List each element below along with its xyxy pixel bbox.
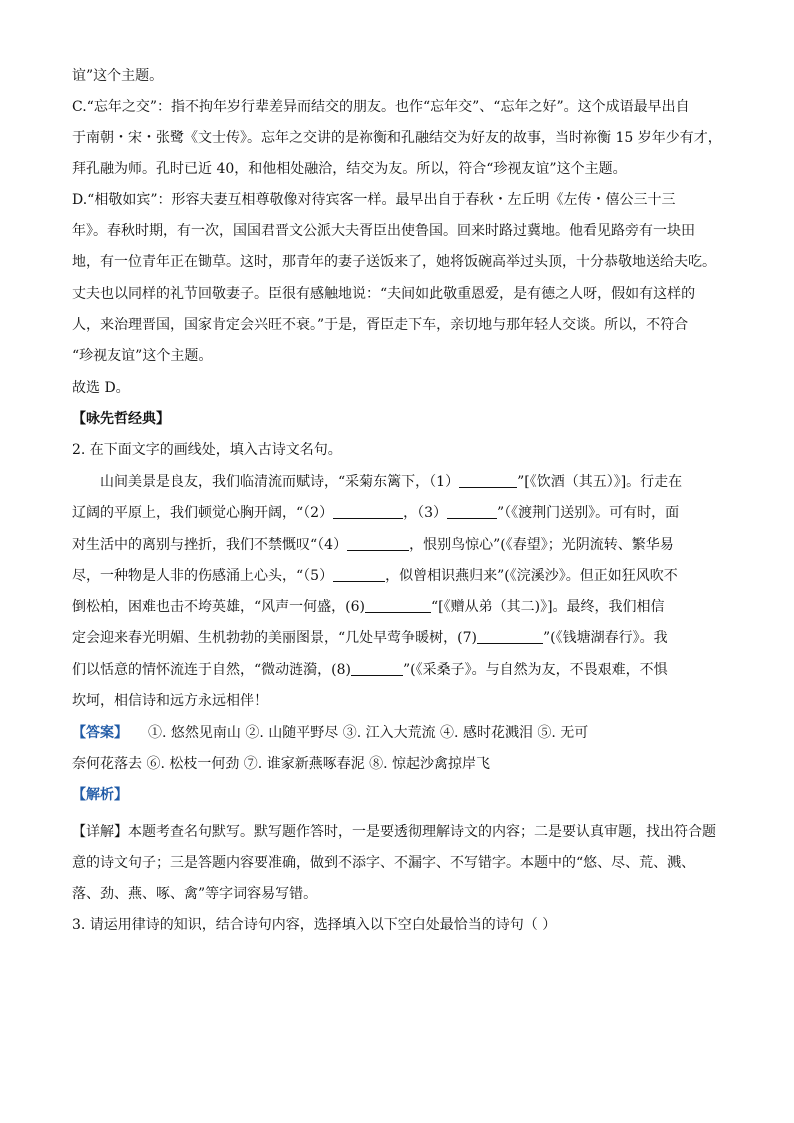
- fill-blank[interactable]: [365, 598, 431, 613]
- question-3-stem: 3. 请运用律诗的知识，结合诗句内容，选择填入以下空白处最恰当的诗句（ ）: [72, 917, 557, 933]
- answers-text: ①. 悠然见南山 ②. 山随平野尽 ③. 江入大荒流 ④. 感时花溅泪 ⑤. 无可: [148, 725, 589, 741]
- passage-line: 辽阔的平原上，我们顿觉心胸开阔，“（2） ，（3） ”（《渡荆门送别》。可有时，面: [72, 505, 680, 521]
- passage-line: 定会迎来春光明媚、生机勃勃的美丽图景，“几处早莺争暖树，(7) ”(《钱塘湖春行》。我: [72, 630, 668, 646]
- conclusion-text: 故选 D。: [72, 380, 130, 396]
- option-d-line: D.“相敬如宾”：形容夫妻互相尊敬像对待宾客一样。最早出自于春秋・左丘明《左传・僖公三十三: [72, 192, 676, 208]
- fill-blank[interactable]: [459, 473, 517, 488]
- passage-line: 尽，一种物是人非的伤感涌上心头，“（5） ，似曾相识燕归来”(《浣溪沙》。但正如狂风吹不: [72, 568, 678, 584]
- option-c-line: 拜孔融为师。孔时已近 40，和他相处融洽，结交为友。所以，符合“珍视友谊”这个主题。: [72, 161, 627, 177]
- fill-blank[interactable]: [447, 504, 497, 519]
- detail-line: 意的诗文句子；三是答题内容要准确，做到不添字、不漏字、不写错字。本题中的“悠、尽、荒、溅、: [72, 855, 696, 871]
- fill-blank[interactable]: [333, 567, 385, 582]
- analysis-label: 【解析】: [72, 787, 128, 803]
- fill-blank[interactable]: [347, 536, 409, 551]
- option-d-line: 丈夫也以同样的礼节回敬妻子。臣很有感触地说：“夫间如此敬重恩爱，是有德之人呀，假如有这样的: [72, 286, 696, 302]
- option-d-line: 年》。春秋时期，有一次，国国君晋文公派大夫胥臣出使鲁国。回来时路过冀地。他看见路旁有一块田: [72, 223, 695, 239]
- fill-blank[interactable]: [333, 504, 403, 519]
- option-d-line: “珍视友谊”这个主题。: [72, 348, 213, 364]
- option-c-line: 于南朝・宋・张鹭《文士传》。忘年之交讲的是祢衡和孔融结交为好友的故事，当时祢衡 15 岁年少有才，: [72, 130, 722, 146]
- section-title: 【咏先哲经典】: [72, 411, 170, 427]
- answers-text: 奈何花落去 ⑥. 松枝一何劲 ⑦. 谁家新燕啄春泥 ⑧. 惊起沙禽掠岸飞: [72, 756, 491, 772]
- passage-line: 对生活中的离别与挫折，我们不禁慨叹“（4） ，恨别鸟惊心”(《春望》；光阴流转、繁华易: [72, 537, 674, 553]
- option-d-line: 人，来治理晋国，国家肯定会兴旺不衰。”于是，胥臣走下车，亲切地与那年轻人交谈。所以，不符合: [72, 317, 689, 333]
- passage-line: 们以恬意的情怀流连于自然，“微动涟漪，(8) ”(《采桑子》。与自然为友，不畏艰难，不惧: [72, 662, 668, 678]
- fill-blank[interactable]: [351, 661, 403, 676]
- prev-tail-text: 谊”这个主题。: [72, 68, 164, 84]
- answer-line: [72, 723, 588, 743]
- answer-label: 【答案】: [72, 725, 128, 741]
- option-d-line: 地，有一位青年正在锄草。这时，那青年的妻子送饭来了，她将饭碗高举过头顶，十分恭敬地送给夫吃。: [72, 254, 716, 270]
- passage-line: 坎坷，相信诗和远方永远相伴！: [72, 693, 268, 709]
- option-c-line: C.“忘年之交”：指不拘年岁行辈差异而结交的朋友。也作“忘年交”、“忘年之好”。这个成语最早出自: [72, 99, 690, 115]
- question-2-stem: 2. 在下面文字的画线处，填入古诗文名句。: [72, 442, 342, 458]
- detail-line: 落、劲、燕、啄、禽”等字词容易写错。: [72, 886, 318, 902]
- detail-line: 【详解】本题考查名句默写。默写题作答时，一是要透彻理解诗文的内容；二是要认真审题，找出符合题: [72, 824, 716, 840]
- fill-blank[interactable]: [477, 629, 543, 644]
- passage-line: 山间美景是良友，我们临清流而赋诗，“采菊东篱下，（1） ”[《饮酒（其五）》]。行走在: [100, 474, 683, 490]
- passage-line: 倒松柏，困难也击不垮英雄，“风声一何盛，(6) “[《赠从弟（其二)》]。最终，我们相信: [72, 599, 665, 615]
